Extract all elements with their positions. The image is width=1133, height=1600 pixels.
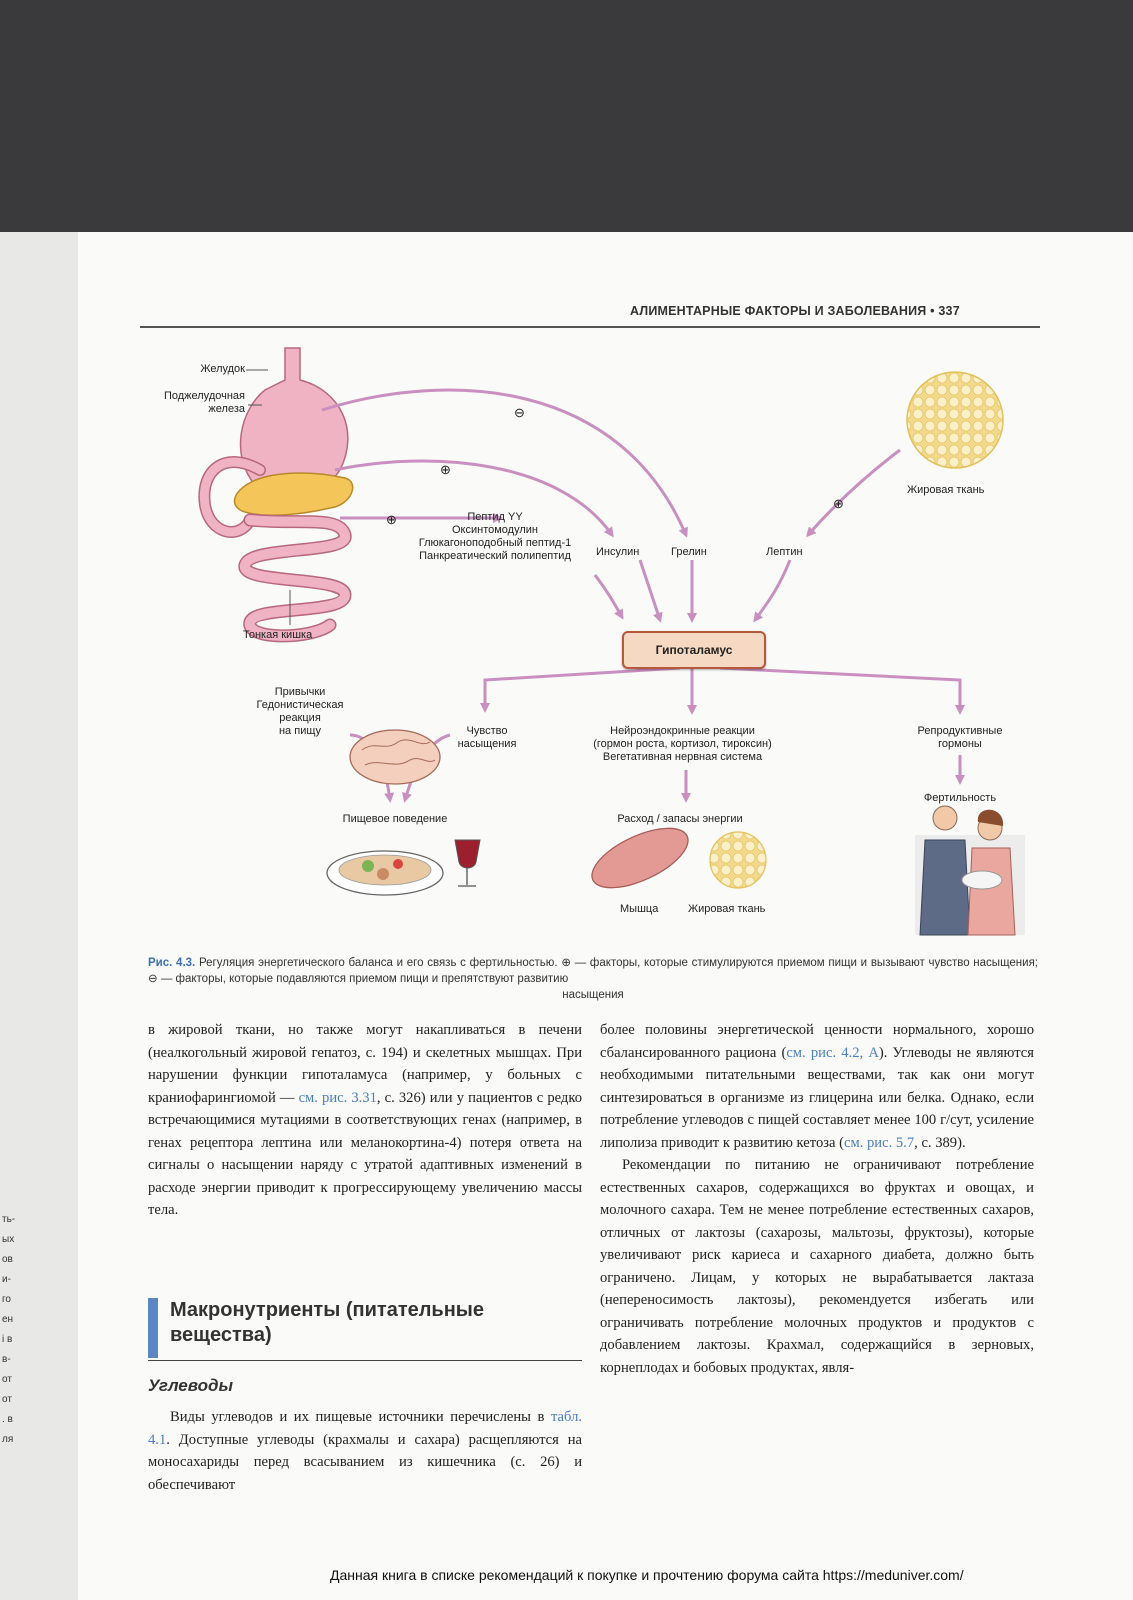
- label-food-behavior: Пищевое поведение: [342, 813, 448, 825]
- label-pancreas-2: железа: [208, 403, 245, 415]
- caption-label: Рис. 4.3.: [148, 957, 196, 969]
- food-plate-illustration: [327, 851, 443, 895]
- margin-fragment: в-: [2, 1354, 11, 1365]
- subsection-title: Углеводы: [148, 1376, 233, 1395]
- plus-sign-leptin: ⊕: [833, 496, 844, 511]
- label-repro-2: гормоны: [938, 738, 982, 750]
- margin-fragment: го: [2, 1294, 11, 1305]
- right-para1-text-a: более половины энергетической ценности нормального, хорошо сбалансированного рациона (: [600, 1022, 1034, 1061]
- label-pancreas-1: Поджелудочная: [163, 390, 245, 402]
- left-para1-text-a: в жировой ткани, но также могут накапливаться в печени (неалкогольный жировой гепатоз, с. 194) и скелетных мышцах. При нарушении функции гипоталамуса (например, у больных с краниофарингиомой —: [148, 1022, 582, 1106]
- label-neuroendocrine-1: Нейроэндокринные реакции: [610, 725, 755, 737]
- label-insulin: Инсулин: [596, 546, 640, 558]
- label-peptide-yy: Пептид YY: [467, 511, 523, 523]
- muscle-illustration: [584, 816, 697, 900]
- wine-glass-illustration: [455, 840, 480, 886]
- label-fat-tissue-top: Жировая ткань: [907, 484, 985, 496]
- brain-illustration: [350, 730, 440, 784]
- figure-link-3-31[interactable]: см. рис. 3.31: [298, 1089, 377, 1106]
- plus-sign-insulin: ⊕: [440, 462, 451, 477]
- left-paragraph-2: [148, 1406, 582, 1496]
- family-illustration: [915, 806, 1025, 935]
- margin-fragment: ов: [2, 1254, 13, 1265]
- fat-tissue-top-illustration: [907, 372, 1003, 468]
- label-habits-1: Привычки: [274, 686, 326, 698]
- label-habits-2: Гедонистическая: [256, 699, 344, 711]
- footer-note: Данная книга в списке рекомендаций к покупке и прочтению форума сайта https://meduniver.com/: [330, 1567, 964, 1583]
- section-heading-bar: [148, 1298, 158, 1358]
- label-ghrelin: Грелин: [671, 546, 707, 558]
- label-habits-3: реакция: [279, 712, 321, 724]
- label-leptin: Лептин: [766, 546, 803, 558]
- label-fertility: Фертильность: [923, 792, 997, 804]
- label-muscle: Мышца: [620, 903, 659, 915]
- margin-fragment: . в: [2, 1414, 13, 1425]
- right-paragraph-1: [600, 1019, 1034, 1154]
- margin-fragment: ен: [2, 1314, 14, 1325]
- label-stomach: Желудок: [200, 363, 245, 375]
- section-title: [170, 1298, 484, 1348]
- right-column-text: [600, 1019, 1034, 1379]
- hypothalamus-box: Гипоталамус: [622, 631, 766, 669]
- label-habits-4: на пищу: [278, 725, 322, 737]
- figure-link-5-7[interactable]: см. рис. 5.7: [844, 1134, 915, 1151]
- figure-caption: [148, 955, 1038, 1003]
- caption-text: Регуляция энергетического баланса и его связь с фертильностью. ⊕ — факторы, которые стимулируются приемом пищи и вызывают чувство насыщения; ⊖ — факторы, которые подавляются приемом пищи и препятствуют развитию: [148, 957, 1038, 985]
- section-title-line-1: Макронутриенты (питательные: [170, 1299, 485, 1321]
- right-para1-text-c: , с. 389).: [914, 1134, 966, 1151]
- label-energy: Расход / запасы энергии: [617, 813, 743, 825]
- right-paragraph-2: Рекомендации по питанию не ограничивают потребление естественных сахаров, содержащихся во фруктах и овощах, и молочного сахара. Тем не менее потребление естественных сахаров, отличных от лактозы (сахарозы, мальтозы, фруктозы), которые увеличивают риск кариеса и сахарного диабета, должно быть ограничено. Лицам, у которых не вырабатывается лактаза (непереносимость лактозы), рекомендуется избегать или ограничивать потребление молочных продуктов и продуктов с добавлением лактозы. Крахмал, содержащийся в зерновых, корнеплодах и бобовых продуктах, явля-: [600, 1157, 1034, 1376]
- caption-end: насыщения: [562, 989, 624, 1001]
- label-pancreatic-polypeptide: Панкреатический полипептид: [419, 550, 571, 562]
- running-header: АЛИМЕНТАРНЫЕ ФАКТОРЫ И ЗАБОЛЕВАНИЯ • 337: [630, 304, 960, 318]
- label-neuroendocrine-3: Вегетативная нервная система: [602, 751, 763, 763]
- label-satiety-1: Чувство: [466, 725, 508, 737]
- margin-fragment: от: [2, 1374, 12, 1385]
- label-glp1: Глюкагоноподобный пептид-1: [418, 537, 572, 549]
- left-para2-text-a: Виды углеводов и их пищевые источники перечислены в: [170, 1409, 551, 1425]
- margin-fragment: і в: [2, 1334, 13, 1345]
- margin-fragment: и-: [2, 1274, 11, 1285]
- margin-fragment: ля: [2, 1434, 14, 1445]
- fat-tissue-bottom-illustration: [710, 832, 766, 888]
- left-para2-text-b: . Доступные углеводы (крахмалы и сахара) расщепляются на моносахариды перед всасыванием из кишечника (с. 26) и обеспечивают: [148, 1431, 582, 1493]
- left-column-text-2: [148, 1406, 582, 1496]
- margin-fragments: [2, 1210, 15, 1450]
- small-intestine-illustration: [245, 520, 345, 636]
- label-fat-tissue-bottom: Жировая ткань: [688, 903, 766, 915]
- label-repro-1: Репродуктивные: [917, 725, 1003, 737]
- figure-link-4-2[interactable]: см. рис. 4.2, А: [786, 1044, 879, 1061]
- section-title-line-2: вещества): [170, 1324, 272, 1346]
- label-small-intestine: Тонкая кишка: [243, 629, 313, 641]
- margin-fragment: ых: [2, 1234, 15, 1245]
- right-para1-text-b: ). Углеводы не являются необходимыми питательными веществами, так как они могут синтезироваться в организме из глицерина или белка. Однако, если потребление углеводов с пищей составляет менее 100 г/сут, усиление липолиза приводит к развитию кетоза (: [600, 1044, 1034, 1151]
- label-neuroendocrine-2: (гормон роста, кортизол, тироксин): [593, 738, 772, 750]
- margin-fragment: ть-: [2, 1214, 16, 1225]
- label-satiety-2: насыщения: [457, 738, 517, 750]
- left-paragraph-1: [148, 1019, 582, 1222]
- section-heading-rule: [148, 1360, 582, 1361]
- left-para1-text-b: , с. 326) или у пациентов с редко встречающимися мутациями в соответствующих генах (например, в генах рецептора лептина или меланокортина-4) потеря ответа на сигналы о насыщении наряду с утратой адаптивных изменений в расходе энергии приводит к прогрессирующему увеличению массы тела.: [148, 1089, 582, 1218]
- label-oxyntomodulin: Оксинтомодулин: [452, 524, 538, 536]
- plus-sign-peptides: ⊕: [386, 512, 397, 527]
- left-column-text: [148, 1019, 582, 1222]
- minus-sign-ghrelin: ⊖: [514, 405, 525, 420]
- table-link-4-1[interactable]: табл. 4.1: [148, 1409, 582, 1448]
- margin-fragment: от: [2, 1394, 12, 1405]
